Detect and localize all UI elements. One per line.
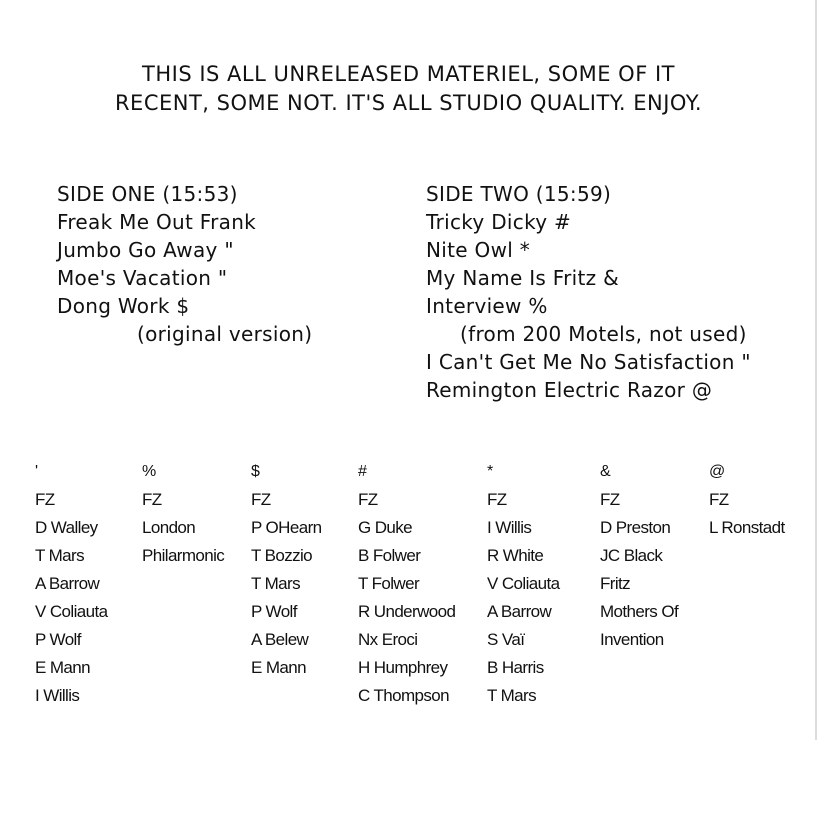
musician: I Willis: [35, 686, 80, 705]
credits-column: [35, 458, 107, 710]
musician: I Willis: [487, 518, 532, 537]
track: I Can't Get Me No Satisfaction ": [426, 350, 751, 374]
musician: V Coliauta: [35, 602, 108, 621]
track-note: (original version): [137, 322, 313, 346]
musician: T Folwer: [358, 574, 420, 593]
musician: Nx Eroci: [358, 630, 418, 649]
side-one-tracklist: [57, 180, 312, 348]
track: Nite Owl *: [426, 238, 531, 262]
musician: R White: [487, 546, 544, 565]
musician: L Ronstadt: [709, 518, 785, 537]
musician: B Harris: [487, 658, 544, 677]
musician: S Vaï: [487, 630, 525, 649]
musician: D Walley: [35, 518, 98, 537]
track: Dong Work $: [57, 294, 190, 318]
musician: T Mars: [35, 546, 84, 565]
credit-symbol: &: [600, 463, 611, 480]
musician: Fritz: [600, 574, 631, 593]
musician: G Duke: [358, 518, 413, 537]
musician: V Coliauta: [487, 574, 560, 593]
musician: B Folwer: [358, 546, 421, 565]
musician: JC Black: [600, 546, 663, 565]
track: Remington Electric Razor @: [426, 378, 713, 402]
musician: C Thompson: [358, 686, 450, 705]
musician: A Belew: [251, 630, 309, 649]
side-one-title: SIDE ONE (15:53): [57, 182, 238, 206]
musician: P Wolf: [35, 630, 81, 649]
musician: A Barrow: [487, 602, 552, 621]
musician: E Mann: [35, 658, 90, 677]
musician: T Mars: [251, 574, 300, 593]
track: My Name Is Fritz &: [426, 266, 620, 290]
musician: Invention: [600, 630, 664, 649]
musician: London: [142, 518, 196, 537]
header-line-1: THIS IS ALL UNRELEASED MATERIEL, SOME OF IT: [142, 62, 675, 86]
credit-symbol: *: [487, 463, 493, 480]
side-two-tracklist: [426, 180, 751, 404]
track: Interview %: [426, 294, 548, 318]
musician: Philarmonic: [142, 546, 225, 565]
credits-column: [600, 458, 678, 654]
credits-column: [709, 458, 785, 542]
musician: T Bozzio: [251, 546, 313, 565]
musician: R Underwood: [358, 602, 456, 621]
musician: FZ: [358, 490, 378, 509]
musician: FZ: [709, 490, 729, 509]
musician: FZ: [142, 490, 162, 509]
musician: FZ: [487, 490, 507, 509]
header-note: [0, 60, 817, 118]
credit-symbol: %: [142, 463, 156, 480]
musician: FZ: [251, 490, 271, 509]
musician: A Barrow: [35, 574, 100, 593]
musician: T Mars: [487, 686, 536, 705]
credits-column: [142, 458, 224, 570]
musician: E Mann: [251, 658, 306, 677]
track: Moe's Vacation ": [57, 266, 228, 290]
musician: P Wolf: [251, 602, 297, 621]
credit-symbol: $: [251, 463, 260, 480]
musician: FZ: [600, 490, 620, 509]
credits-column: [487, 458, 559, 710]
track: Jumbo Go Away ": [57, 238, 234, 262]
track-note: (from 200 Motels, not used): [460, 322, 747, 346]
credit-symbol: @: [709, 463, 725, 480]
musician: D Preston: [600, 518, 671, 537]
credits-column: [358, 458, 455, 710]
credit-symbol: ': [35, 463, 38, 480]
musician: FZ: [35, 490, 55, 509]
credit-symbol: #: [358, 463, 367, 480]
track: Freak Me Out Frank: [57, 210, 257, 234]
header-line-2: RECENT, SOME NOT. IT'S ALL STUDIO QUALITY. ENJOY.: [114, 91, 703, 115]
side-two-title: SIDE TWO (15:59): [426, 182, 612, 206]
musician: Mothers Of: [600, 602, 679, 621]
track: Tricky Dicky #: [426, 210, 572, 234]
musician: P OHearn: [251, 518, 322, 537]
musician: H Humphrey: [358, 658, 448, 677]
credits-column: [251, 458, 321, 682]
